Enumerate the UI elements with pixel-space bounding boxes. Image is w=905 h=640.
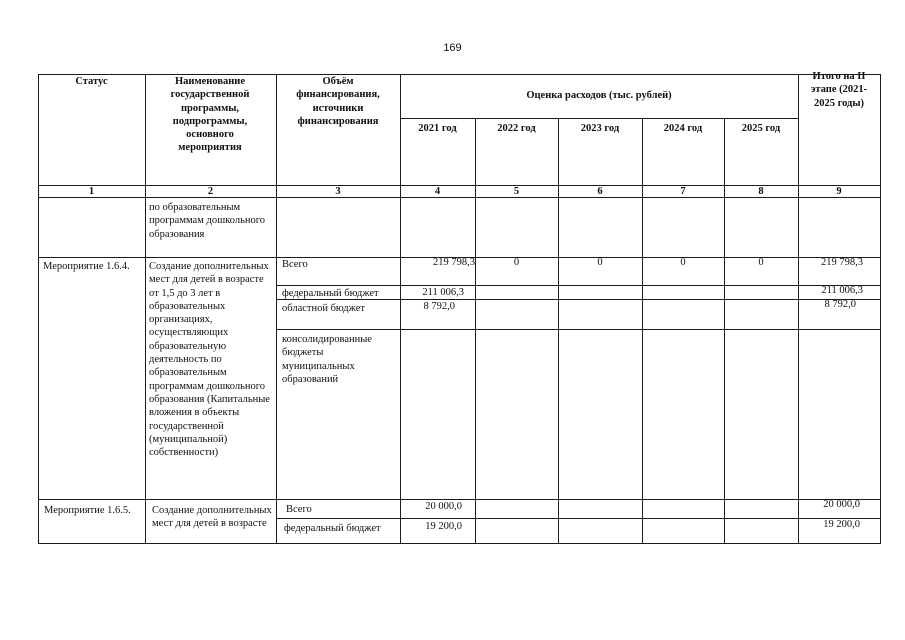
funding-source-federal: федеральный бюджет (284, 523, 381, 534)
header-program-name: Наименование государственной программы, подпрограммы, основного мероприятия (170, 76, 250, 154)
col-line (475, 118, 476, 544)
column-number: 2 (207, 186, 214, 197)
value-2021: 211 006,3 (422, 287, 464, 298)
value-2021: 19 200,0 (425, 521, 462, 532)
measure-name: Создание дополнительных мест для детей в возрасте (152, 505, 272, 530)
header-year-2021: 2021 год (418, 123, 457, 134)
value-2023: 0 (597, 257, 603, 268)
value-2025: 0 (758, 257, 764, 268)
value-total: 8 792,0 (824, 299, 856, 310)
col-line (558, 118, 559, 544)
header-total: Итого на II этапе (2021-2025 годы) (810, 71, 868, 109)
header-status: Статус (75, 76, 108, 87)
value-total: 19 200,0 (823, 519, 860, 530)
continued-program-name: по образовательным программам дошкольного образования (149, 202, 266, 240)
estimate-divider (400, 118, 798, 119)
value-total: 219 798,3 (821, 257, 863, 268)
measure-status: Мероприятие 1.6.4. (43, 261, 130, 272)
page-number: 169 (443, 42, 462, 54)
measure-status: Мероприятие 1.6.5. (44, 505, 131, 516)
row-line (276, 518, 880, 519)
measure-name: Создание дополнительных мест для детей в возрасте от 1,5 до 3 лет в образовательных организациях, осуществляющих образовательную деятельность по образовательным программам дошкольного образования (Капитальные вложения в объекты государственной (муниципальной) собственности) (149, 261, 270, 459)
column-number: 1 (88, 186, 95, 197)
header-year-2023: 2023 год (580, 123, 620, 134)
value-2021: 8 792,0 (423, 301, 455, 312)
funding-source-federal: федеральный бюджет (282, 288, 379, 299)
header-year-2024: 2024 год (663, 123, 703, 134)
funding-source-regional: областной бюджет (282, 303, 365, 314)
funding-source-total: Всего (286, 504, 312, 515)
column-number: 7 (680, 186, 686, 197)
col-line (276, 74, 277, 544)
value-total: 211 006,3 (821, 285, 863, 296)
header-funding: Объём финансирования, источники финансирования (296, 76, 380, 127)
col-line (642, 118, 643, 544)
header-estimate: Оценка расходов (тыс. рублей) (526, 90, 672, 101)
header-year-2025: 2025 год (741, 123, 781, 134)
header-year-2022: 2022 год (497, 123, 536, 134)
value-2021: 20 000,0 (425, 501, 462, 512)
col-line (724, 118, 725, 544)
table-bottom-border (38, 543, 880, 544)
value-2022: 0 (513, 257, 520, 268)
column-number: 6 (597, 186, 603, 197)
col-line (145, 74, 146, 544)
row-line (276, 285, 880, 286)
column-number: 3 (335, 186, 341, 197)
column-number: 5 (513, 186, 520, 197)
col-line (38, 74, 39, 544)
row-line (276, 329, 880, 330)
value-total: 20 000,0 (823, 499, 860, 510)
funding-source-total: Всего (282, 259, 308, 270)
value-2024: 0 (680, 257, 686, 268)
col-line (880, 74, 881, 544)
funding-source-municipal: консолидированные бюджеты муниципальных образований (282, 334, 372, 385)
column-number: 4 (434, 186, 441, 197)
value-2021: 219 798,3 (433, 257, 475, 268)
column-number: 8 (758, 186, 764, 197)
column-number: 9 (836, 186, 842, 197)
